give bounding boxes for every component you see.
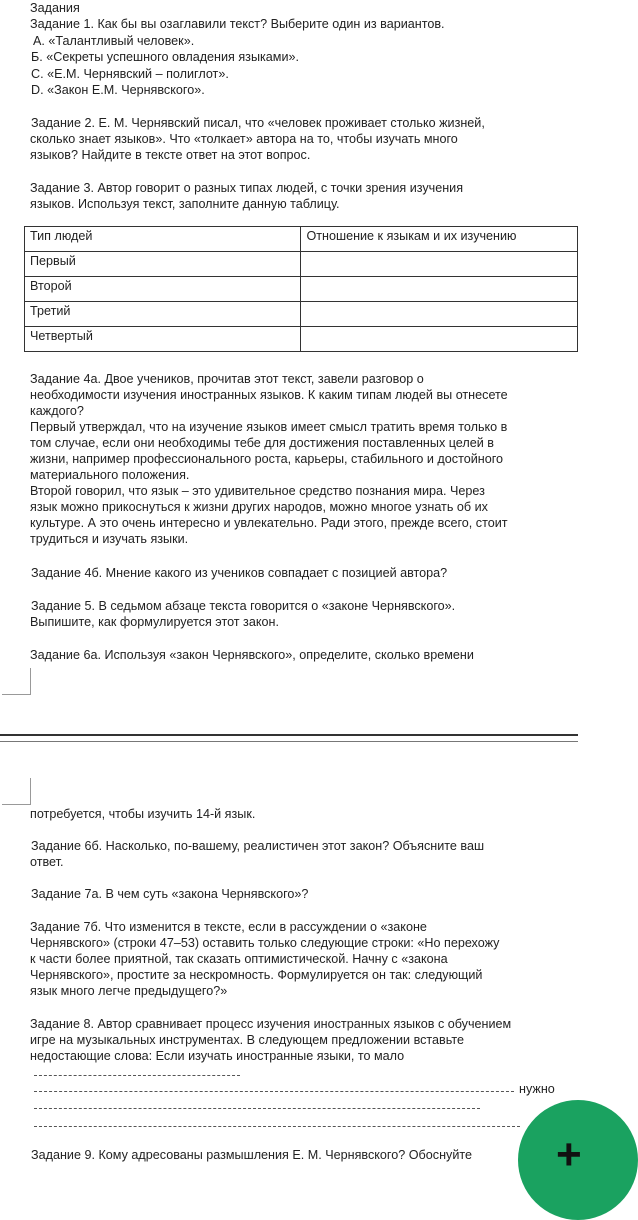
task-4a-line: жизни, например профессионального роста, карьеры, стабильного и достойного: [30, 452, 504, 466]
table-row: [25, 302, 578, 327]
table-cell-type: Второй: [25, 277, 301, 302]
task-8-word: нужно: [519, 1082, 555, 1096]
add-button[interactable]: [518, 1100, 638, 1220]
table-header-row: [25, 227, 578, 252]
table-header-attitude: Отношение к языкам и их изучению: [301, 227, 578, 252]
option-b: Б. «Секреты успешного овладения языками».: [31, 50, 299, 64]
task-2-line-3: языков? Найдите в тексте ответ на этот вопрос.: [30, 148, 311, 162]
task-8-line: Задание 8. Автор сравнивает процесс изучения иностранных языков с обучением: [30, 1017, 512, 1031]
answer-blank-line[interactable]: [34, 1075, 240, 1076]
task-7b-line: язык много легче предыдущего?»: [30, 984, 228, 998]
task-4a-line: необходимости изучения иностранных языков. К каким типам людей вы отнесете: [30, 388, 508, 402]
task-4a-line: том случае, если они необходимы тебе для достижения поставленных целей в: [30, 436, 494, 450]
task-4a-line: Первый утверждал, что на изучение языков имеет смысл тратить время только в: [30, 420, 508, 434]
types-table: [24, 226, 578, 352]
task-5-line-2: Выпишите, как формулируется этот закон.: [30, 615, 279, 629]
plus-icon: +: [556, 1130, 582, 1179]
task-4a-line: материального положения.: [30, 468, 190, 482]
task-2-line-2: сколько знает языков». Что «толкает» автора на то, чтобы изучать много: [30, 132, 458, 146]
task-4a-line: язык можно прикоснуться к жизни других народов, можно многое узнать об их: [30, 500, 488, 514]
table-header-type: Тип людей: [25, 227, 301, 252]
table-cell-type: Третий: [25, 302, 301, 327]
option-a: А. «Талантливый человек».: [33, 34, 195, 48]
task-6b-line-1: Задание 6б. Насколько, по-вашему, реалистичен этот закон? Объясните ваш: [31, 839, 485, 853]
task-9: Задание 9. Кому адресованы размышления Е. М. Чернявского? Обоснуйте: [31, 1148, 472, 1162]
answer-blank-line[interactable]: [34, 1126, 520, 1127]
task-8-line: игре на музыкальных инструментах. В следующем предложении вставьте: [30, 1033, 464, 1047]
task-4a-line: каждого?: [30, 404, 84, 418]
answer-blank-line[interactable]: [34, 1108, 480, 1109]
table-cell-type: Четвертый: [25, 327, 301, 352]
task-7a: Задание 7а. В чем суть «закона Чернявского»?: [31, 887, 309, 901]
table-row: [25, 252, 578, 277]
task-5-line-1: Задание 5. В седьмом абзаце текста говорится о «законе Чернявского».: [31, 599, 456, 613]
task-4a-line: Задание 4а. Двое учеников, прочитав этот текст, завели разговор о: [30, 372, 424, 386]
option-d: D. «Закон Е.М. Чернявского».: [31, 83, 205, 97]
task-7b-line: Чернявского» (строки 47–53) оставить только следующие строки: «Но перехожу: [30, 936, 500, 950]
table-cell-type: Первый: [25, 252, 301, 277]
task-4a-line: трудиться и изучать языки.: [30, 532, 189, 546]
table-cell-answer[interactable]: [301, 277, 578, 302]
answer-blank-line[interactable]: [34, 1091, 514, 1092]
task-7b-line: Чернявского», простите за нескромность. Формулируется он так: следующий: [30, 968, 483, 982]
page-break-line: [0, 741, 578, 742]
task-4b: Задание 4б. Мнение какого из учеников совпадает с позицией автора?: [31, 566, 448, 580]
task-1: Задание 1. Как бы вы озаглавили текст? Выберите один из вариантов.: [30, 17, 445, 31]
heading-assignments: Задания: [30, 1, 80, 15]
task-6a: Задание 6а. Используя «закон Чернявского», определите, сколько времени: [30, 648, 474, 662]
task-4a-line: Второй говорил, что язык – это удивительное средство познания мира. Через: [30, 484, 485, 498]
table-cell-answer[interactable]: [301, 327, 578, 352]
page-break-line: [0, 734, 578, 736]
task-4a-line: культуре. А это очень интересно и увлекательно. Ради этого, прежде всего, стоит: [30, 516, 508, 530]
page-corner-mark: [2, 778, 31, 805]
task-7b-line: Задание 7б. Что изменится в тексте, если в рассуждении о «законе: [30, 920, 427, 934]
task-6a-continuation: потребуется, чтобы изучить 14-й язык.: [30, 807, 256, 821]
table-row: [25, 327, 578, 352]
task-7b-line: к части более приятной, так сказать оптимистической. Начну с «закона: [30, 952, 448, 966]
table-cell-answer[interactable]: [301, 252, 578, 277]
task-3-line-2: языков. Используя текст, заполните данную таблицу.: [30, 197, 340, 211]
task-6b-line-2: ответ.: [30, 855, 64, 869]
table-row: [25, 277, 578, 302]
option-c: С. «Е.М. Чернявский – полиглот».: [31, 67, 229, 81]
table-cell-answer[interactable]: [301, 302, 578, 327]
task-3-line-1: Задание 3. Автор говорит о разных типах людей, с точки зрения изучения: [30, 181, 464, 195]
task-8-line: недостающие слова: Если изучать иностранные языки, то мало: [30, 1049, 405, 1063]
page-corner-mark: [2, 668, 31, 695]
task-2-line-1: Задание 2. Е. М. Чернявский писал, что «человек проживает столько жизней,: [31, 116, 485, 130]
